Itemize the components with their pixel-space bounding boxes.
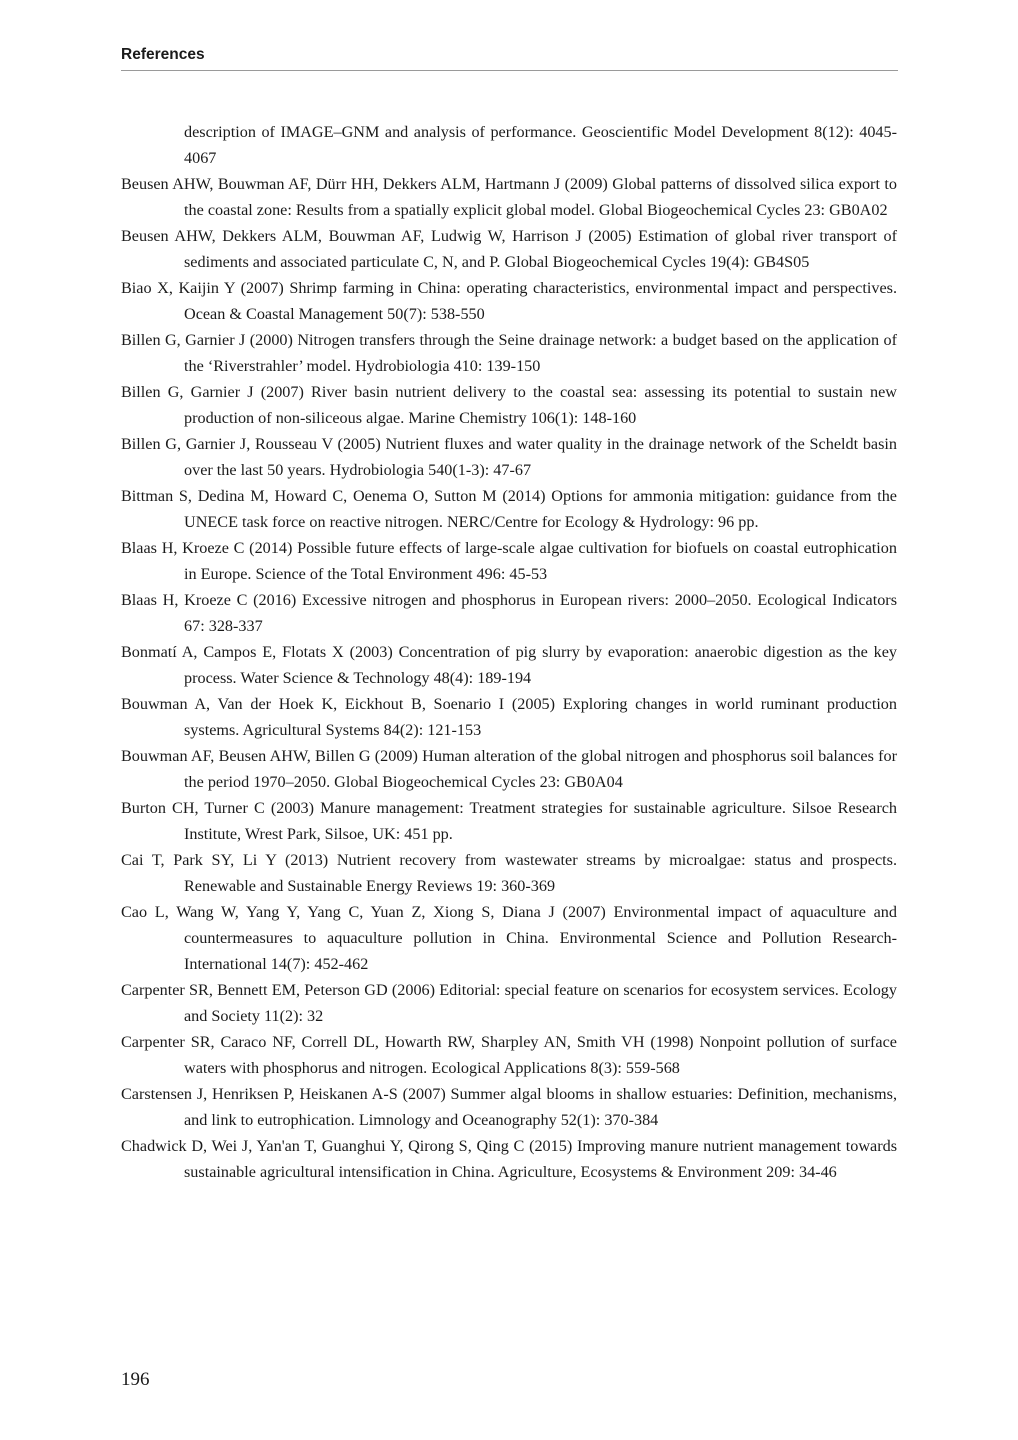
reference-entry: Bouwman A, Van der Hoek K, Eickhout B, Soenario I (2005) Exploring changes in world ruminant production systems. Agricultural Systems 84(2): 121-153 (121, 695, 897, 739)
page-number: 196 (121, 1369, 150, 1390)
reference-entry: description of IMAGE–GNM and analysis of performance. Geoscientific Model Development 8(12): 4045-4067 (184, 123, 897, 167)
reference-entry: Carpenter SR, Caraco NF, Correll DL, Howarth RW, Sharpley AN, Smith VH (1998) Nonpoint pollution of surface waters with phosphorus and nitrogen. Ecological Applications 8(3): 559-568 (121, 1033, 897, 1077)
reference-entry: Bittman S, Dedina M, Howard C, Oenema O, Sutton M (2014) Options for ammonia mitigation: guidance from the UNECE task force on reactive nitrogen. NERC/Centre for Ecology & Hydrology: 96 pp. (121, 487, 897, 531)
reference-entry: Billen G, Garnier J, Rousseau V (2005) Nutrient fluxes and water quality in the drainage network of the Scheldt basin over the last 50 years. Hydrobiologia 540(1-3): 47-67 (121, 435, 897, 479)
reference-entry: Bouwman AF, Beusen AHW, Billen G (2009) Human alteration of the global nitrogen and phosphorus soil balances for the period 1970–2050. Global Biogeochemical Cycles 23: GB0A04 (121, 747, 897, 791)
reference-entry: Cai T, Park SY, Li Y (2013) Nutrient recovery from wastewater streams by microalgae: status and prospects. Renewable and Sustainable Energy Reviews 19: 360-369 (121, 851, 897, 895)
reference-entry: Bonmatí A, Campos E, Flotats X (2003) Concentration of pig slurry by evaporation: anaerobic digestion as the key process. Water Science & Technology 48(4): 189-194 (121, 643, 897, 687)
reference-entry: Blaas H, Kroeze C (2016) Excessive nitrogen and phosphorus in European rivers: 2000–2050. Ecological Indicators 67: 328-337 (121, 591, 897, 635)
reference-entry: Beusen AHW, Dekkers ALM, Bouwman AF, Ludwig W, Harrison J (2005) Estimation of global river transport of sediments and associated particulate C, N, and P. Global Biogeochemical Cycles 19(4): GB4S05 (121, 227, 897, 271)
reference-entry: Carpenter SR, Bennett EM, Peterson GD (2006) Editorial: special feature on scenarios for ecosystem services. Ecology and Society 11(2): 32 (121, 981, 897, 1025)
reference-list (121, 119, 897, 1185)
reference-entry: Carstensen J, Henriksen P, Heiskanen A-S (2007) Summer algal blooms in shallow estuaries: Definition, mechanisms, and link to eutrophication. Limnology and Oceanography 52(1): 370-384 (121, 1085, 897, 1129)
reference-entry: Beusen AHW, Bouwman AF, Dürr HH, Dekkers ALM, Hartmann J (2009) Global patterns of dissolved silica export to the coastal zone: Results from a spatially explicit global model. Global Biogeochemical Cycles 23: GB0A02 (121, 175, 897, 219)
reference-entry: Billen G, Garnier J (2007) River basin nutrient delivery to the coastal sea: assessing its potential to sustain new production of non-siliceous algae. Marine Chemistry 106(1): 148-160 (121, 383, 897, 427)
reference-entry: Biao X, Kaijin Y (2007) Shrimp farming in China: operating characteristics, environmental impact and perspectives. Ocean & Coastal Management 50(7): 538-550 (121, 279, 897, 323)
running-header: References (121, 46, 898, 71)
reference-entry: Burton CH, Turner C (2003) Manure management: Treatment strategies for sustainable agriculture. Silsoe Research Institute, Wrest Park, Silsoe, UK: 451 pp. (121, 799, 897, 843)
reference-entry: Billen G, Garnier J (2000) Nitrogen transfers through the Seine drainage network: a budget based on the application of the ‘Riverstrahler’ model. Hydrobiologia 410: 139-150 (121, 331, 897, 375)
reference-entry: Cao L, Wang W, Yang Y, Yang C, Yuan Z, Xiong S, Diana J (2007) Environmental impact of aquaculture and countermeasures to aquaculture pollution in China. Environmental Science and Pollution Research-International 14(7): 452-462 (121, 903, 897, 973)
reference-entry: Chadwick D, Wei J, Yan'an T, Guanghui Y, Qirong S, Qing C (2015) Improving manure nutrient management towards sustainable agricultural intensification in China. Agriculture, Ecosystems & Environment 209: 34-46 (121, 1137, 897, 1181)
reference-entry: Blaas H, Kroeze C (2014) Possible future effects of large-scale algae cultivation for biofuels on coastal eutrophication in Europe. Science of the Total Environment 496: 45-53 (121, 539, 897, 583)
